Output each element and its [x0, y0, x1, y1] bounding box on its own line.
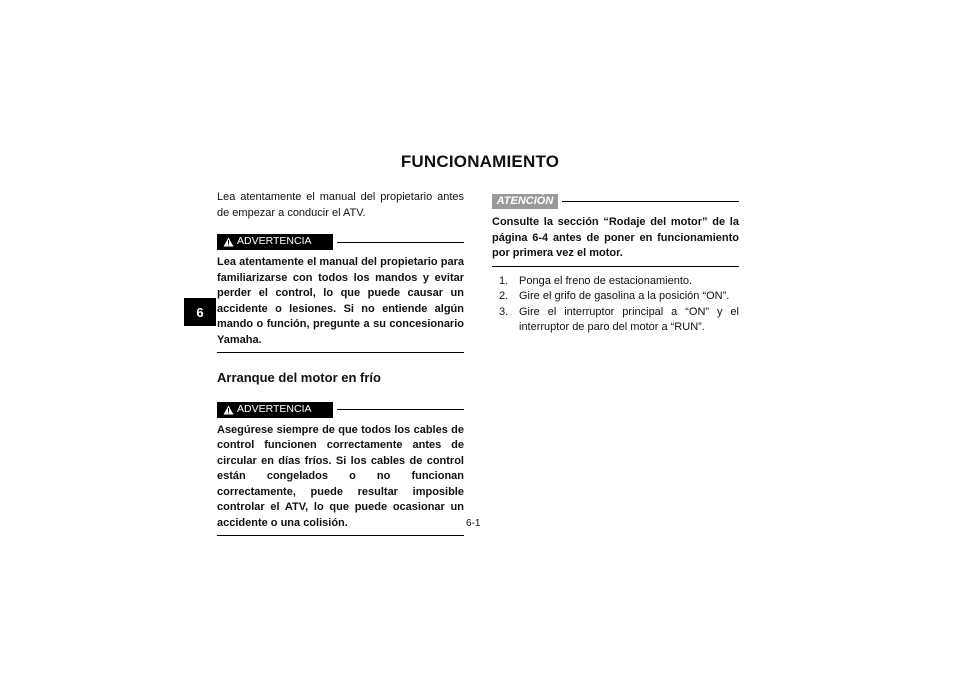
warning-triangle-icon	[223, 237, 234, 247]
warning-label-2	[217, 402, 333, 418]
warning-label-1	[217, 234, 333, 250]
warning-label-text-1: ADVERTENCIA	[237, 235, 312, 248]
warning-end-rule-1	[217, 352, 464, 353]
warning-header-1	[217, 234, 464, 250]
caution-text: Consulte la sección “Rodaje del motor” de la página 6-4 antes de poner en funcionamiento por primera vez el motor.	[492, 216, 739, 259]
page-title: FUNCIONAMIENTO	[400, 152, 560, 171]
list-item: 2. Gire el grifo de gasolina a la posición “ON”.	[499, 290, 730, 302]
caution-label: ATENCIÓN	[492, 194, 558, 209]
steps-list	[492, 274, 739, 336]
caution-header-rule	[562, 201, 739, 202]
right-column	[492, 194, 739, 336]
warning-triangle-icon	[223, 405, 234, 415]
list-item: 1. Ponga el freno de estacionamiento.	[499, 274, 693, 287]
chapter-tab: 6	[184, 298, 216, 326]
list-item: 3. Gire el interruptor principal a “ON” y el interruptor de paro del motor a “RUN”.	[499, 305, 739, 333]
left-column	[217, 190, 464, 536]
warning-text-1: Lea atentamente el manual del propietario para familiarizarse con todos los mandos y evitar perder el control, lo que puede causar un accidente o lesiones. Si no entiende algún mando o función, pregunte a su concesionario Yamaha.	[217, 256, 464, 346]
warning-label-text-2: ADVERTENCIA	[237, 402, 312, 415]
warning-header-rule-2	[337, 409, 464, 410]
caution-end-rule	[492, 266, 739, 267]
page-number: 6-1	[466, 518, 481, 529]
warning-header-rule-1	[337, 242, 464, 243]
warning-text-2: Asegúrese siempre de que todos los cables de control funcionen correctamente antes de circular en días fríos. Si los cables de control están congelados o no funcionan correctamente, puede resultar imposible controlar el ATV, lo que puede ocasionar un accidente o una colisión.	[217, 423, 464, 529]
intro-text: Lea atentamente el manual del propietario antes de empezar a conducir el ATV.	[217, 191, 464, 219]
warning-end-rule-2	[217, 535, 464, 536]
warning-header-2	[217, 402, 464, 418]
subheading-cold-start: Arranque del motor en frío	[217, 370, 381, 385]
caution-header	[492, 194, 739, 209]
